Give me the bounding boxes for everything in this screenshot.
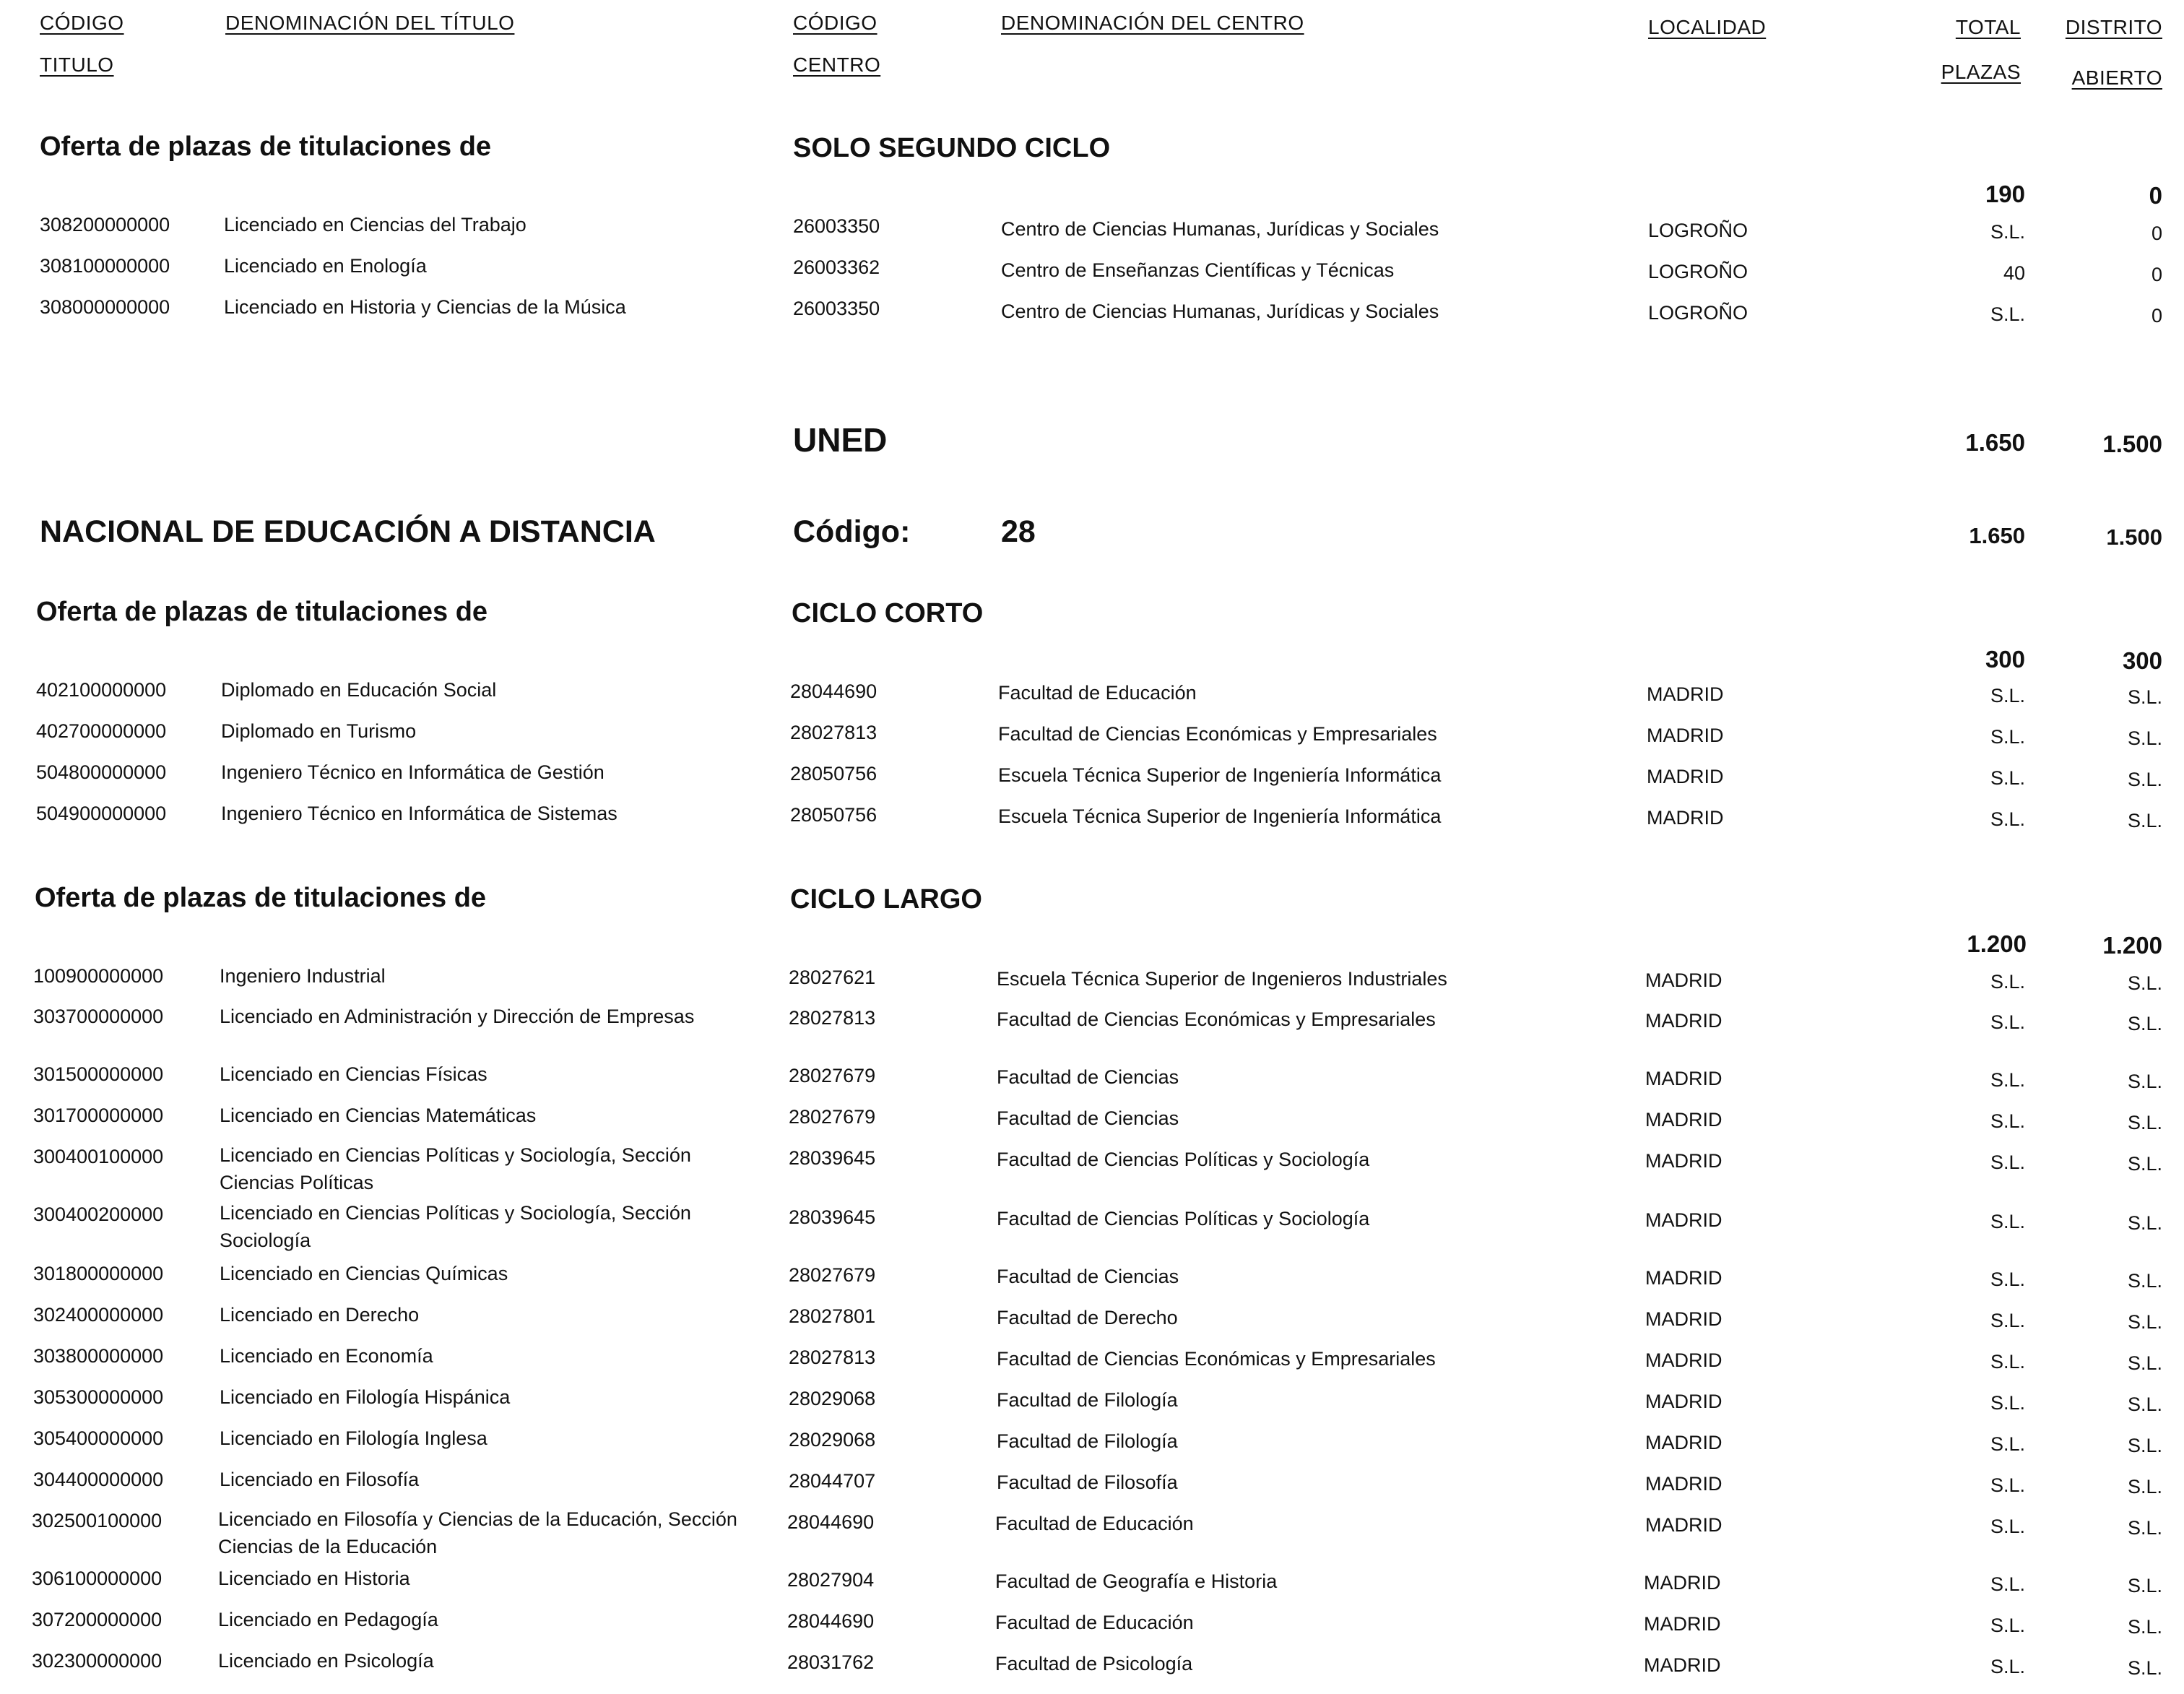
- row-total: S.L.: [1990, 1211, 2025, 1232]
- row-distrito: 0: [2151, 305, 2162, 327]
- row-locality: MADRID: [1645, 969, 1722, 991]
- section-distrito: 0: [2149, 182, 2162, 209]
- row-center: Facultad de Filología: [997, 1430, 1178, 1452]
- row-title: Licenciado en Filosofía y Ciencias de la Educación, Sección Ciencias de la Educación: [218, 1508, 737, 1557]
- row-center-code: 28039645: [789, 1206, 876, 1228]
- row-title: Licenciado en Administración y Dirección de Empresas: [220, 1006, 695, 1027]
- university-code: 28: [1001, 514, 1036, 549]
- row-code: 301500000000: [33, 1063, 164, 1085]
- row-total: 40: [2003, 262, 2025, 284]
- row-total: S.L.: [1990, 1069, 2025, 1091]
- row-title: Licenciado en Derecho: [220, 1304, 420, 1326]
- row-center: Facultad de Ciencias Económicas y Empresariales: [998, 723, 1437, 745]
- row-distrito: S.L.: [2127, 1311, 2162, 1333]
- section-cycle-title: CICLO LARGO: [790, 884, 982, 915]
- row-center-code: 28027679: [789, 1065, 876, 1086]
- row-code: 305400000000: [33, 1427, 164, 1449]
- row-center-code: 28027813: [789, 1347, 876, 1368]
- row-code: 307200000000: [32, 1609, 162, 1630]
- row-total: S.L.: [1990, 1656, 2025, 1677]
- university-full-name: NACIONAL DE EDUCACIÓN A DISTANCIA: [40, 514, 656, 549]
- row-total: S.L.: [1990, 685, 2025, 706]
- row-center: Facultad de Filología: [997, 1389, 1178, 1411]
- header-denominacion-centro: DENOMINACIÓN DEL CENTRO: [1001, 12, 1304, 34]
- row-total: S.L.: [1990, 1433, 2025, 1455]
- row-center-code: 26003362: [793, 256, 880, 278]
- row-locality: MADRID: [1645, 1308, 1722, 1330]
- row-title: Licenciado en Psicología: [218, 1650, 434, 1672]
- row-locality: MADRID: [1647, 807, 1724, 829]
- row-title: Licenciado en Enología: [224, 255, 427, 277]
- row-code: 301800000000: [33, 1263, 164, 1284]
- row-title: Licenciado en Economía: [220, 1345, 433, 1367]
- row-total: S.L.: [1990, 1310, 2025, 1331]
- row-code: 402700000000: [36, 720, 167, 742]
- row-title: Licenciado en Ciencias Políticas y Sociología, Sección Sociología: [220, 1202, 691, 1251]
- section-cycle-title: SOLO SEGUNDO CICLO: [793, 133, 1111, 163]
- row-code: 302300000000: [32, 1650, 162, 1672]
- header-distrito-1: DISTRITO: [2065, 16, 2162, 38]
- university-distrito: 1.500: [2102, 431, 2162, 457]
- row-center-code: 28027621: [789, 967, 876, 988]
- row-center: Facultad de Ciencias: [997, 1266, 1179, 1287]
- row-distrito: S.L.: [2127, 1212, 2162, 1234]
- row-center: Facultad de Psicología: [995, 1653, 1193, 1674]
- row-center: Facultad de Ciencias Políticas y Sociología: [997, 1208, 1370, 1230]
- row-distrito: S.L.: [2127, 1616, 2162, 1638]
- row-code: 300400200000: [33, 1203, 164, 1225]
- row-center-code: 28039645: [789, 1147, 876, 1169]
- row-center-code: 28031762: [787, 1651, 875, 1673]
- row-locality: MADRID: [1645, 1010, 1722, 1032]
- row-total: S.L.: [1990, 1516, 2025, 1537]
- row-code: 504800000000: [36, 761, 167, 783]
- row-code: 305300000000: [33, 1386, 164, 1408]
- row-center: Facultad de Derecho: [997, 1307, 1178, 1328]
- university-name: UNED: [793, 421, 888, 459]
- row-center: Facultad de Ciencias: [997, 1107, 1179, 1129]
- row-total: S.L.: [1990, 726, 2025, 748]
- row-center-code: 28027679: [789, 1264, 876, 1286]
- row-total: S.L.: [1990, 1110, 2025, 1132]
- row-center: Facultad de Ciencias Económicas y Empresariales: [997, 1008, 1436, 1030]
- row-total: S.L.: [1990, 303, 2025, 325]
- row-locality: MADRID: [1645, 1109, 1722, 1131]
- row-locality: MADRID: [1645, 1209, 1722, 1231]
- row-locality: MADRID: [1645, 1267, 1722, 1289]
- row-total: S.L.: [1990, 1392, 2025, 1414]
- row-total: S.L.: [1990, 808, 2025, 830]
- row-distrito: S.L.: [2127, 1153, 2162, 1175]
- row-locality: MADRID: [1645, 1514, 1722, 1536]
- row-distrito: S.L.: [2127, 1575, 2162, 1596]
- row-locality: MADRID: [1645, 1150, 1722, 1172]
- header-total-2: PLAZAS: [1941, 61, 2021, 83]
- header-total-1: TOTAL: [1955, 16, 2021, 38]
- row-title: Licenciado en Historia y Ciencias de la Música: [224, 296, 626, 318]
- row-title: Ingeniero Técnico en Informática de Sistemas: [221, 803, 618, 824]
- section-cycle-title: CICLO CORTO: [792, 598, 984, 628]
- row-title: Licenciado en Ciencias Políticas y Sociología, Sección Ciencias Políticas: [220, 1144, 691, 1193]
- row-distrito: S.L.: [2127, 1112, 2162, 1133]
- row-title: Licenciado en Pedagogía: [218, 1609, 438, 1630]
- row-title: Licenciado en Ciencias Físicas: [220, 1063, 488, 1085]
- row-center-code: 26003350: [793, 298, 880, 319]
- row-distrito: S.L.: [2127, 1352, 2162, 1374]
- row-title: Diplomado en Turismo: [221, 720, 417, 742]
- section-total: 190: [1985, 181, 2025, 207]
- row-total: S.L.: [1990, 1269, 2025, 1290]
- row-center-code: 28027679: [789, 1106, 876, 1128]
- row-total: S.L.: [1990, 767, 2025, 789]
- row-center-code: 28050756: [790, 763, 878, 785]
- row-center-code: 28044690: [790, 680, 878, 702]
- row-distrito: S.L.: [2127, 1013, 2162, 1034]
- row-center-code: 28027813: [790, 722, 878, 743]
- row-center: Centro de Ciencias Humanas, Jurídicas y Sociales: [1001, 218, 1439, 240]
- row-total: S.L.: [1990, 1011, 2025, 1033]
- row-center-code: 28044690: [787, 1511, 875, 1533]
- header-denominacion-titulo: DENOMINACIÓN DEL TÍTULO: [225, 12, 515, 34]
- row-locality: MADRID: [1647, 683, 1724, 705]
- row-center: Facultad de Ciencias Políticas y Sociología: [997, 1149, 1370, 1170]
- row-center: Facultad de Filosofía: [997, 1472, 1178, 1493]
- row-locality: LOGROÑO: [1648, 220, 1748, 241]
- row-total: S.L.: [1990, 1573, 2025, 1595]
- section-total: 1.200: [1967, 930, 2027, 957]
- row-locality: MADRID: [1645, 1473, 1722, 1495]
- row-center: Facultad de Educación: [995, 1612, 1194, 1633]
- row-locality: MADRID: [1644, 1572, 1721, 1594]
- row-total: S.L.: [1990, 1615, 2025, 1636]
- row-locality: MADRID: [1645, 1349, 1722, 1371]
- row-center-code: 28044690: [787, 1610, 875, 1632]
- row-title: Ingeniero Técnico en Informática de Gestión: [221, 761, 604, 783]
- row-distrito: S.L.: [2127, 1435, 2162, 1456]
- university-code-label: Código:: [793, 514, 911, 549]
- row-center-code: 28050756: [790, 804, 878, 826]
- row-center: Centro de Ciencias Humanas, Jurídicas y Sociales: [1001, 301, 1439, 322]
- row-locality: MADRID: [1645, 1391, 1722, 1412]
- row-title: Licenciado en Filología Hispánica: [220, 1386, 511, 1408]
- row-code: 504900000000: [36, 803, 167, 824]
- row-distrito: S.L.: [2127, 686, 2162, 708]
- row-code: 306100000000: [32, 1568, 162, 1589]
- header-codigo-titulo-1: CÓDIGO: [40, 12, 124, 34]
- row-title: Licenciado en Historia: [218, 1568, 410, 1589]
- row-distrito: S.L.: [2127, 1270, 2162, 1292]
- row-distrito: S.L.: [2127, 1657, 2162, 1679]
- row-center: Escuela Técnica Superior de Ingeniería Informática: [998, 764, 1442, 786]
- row-total: S.L.: [1990, 971, 2025, 993]
- row-title: Licenciado en Ciencias Químicas: [220, 1263, 508, 1284]
- row-locality: MADRID: [1645, 1068, 1722, 1089]
- row-title: Licenciado en Filosofía: [220, 1469, 420, 1490]
- row-code: 402100000000: [36, 679, 167, 701]
- row-center: Escuela Técnica Superior de Ingenieros Industriales: [997, 968, 1447, 990]
- university-total: 1.650: [1965, 429, 2025, 456]
- row-center: Facultad de Educación: [998, 682, 1197, 704]
- row-distrito: 0: [2151, 222, 2162, 244]
- row-locality: LOGROÑO: [1648, 302, 1748, 324]
- row-title: Licenciado en Ciencias Matemáticas: [220, 1105, 537, 1126]
- row-title: Licenciado en Filología Inglesa: [220, 1427, 488, 1449]
- row-code: 304400000000: [33, 1469, 164, 1490]
- row-distrito: S.L.: [2127, 1476, 2162, 1498]
- row-center-code: 26003350: [793, 215, 880, 237]
- university-total-2: 1.650: [1969, 523, 2025, 548]
- row-center: Escuela Técnica Superior de Ingeniería Informática: [998, 805, 1442, 827]
- row-title: Ingeniero Industrial: [220, 965, 386, 987]
- row-title: Licenciado en Ciencias del Trabajo: [224, 214, 526, 235]
- row-code: 302500100000: [32, 1510, 162, 1531]
- row-locality: LOGROÑO: [1648, 261, 1748, 282]
- row-title: Diplomado en Educación Social: [221, 679, 497, 701]
- row-code: 302400000000: [33, 1304, 164, 1326]
- header-codigo-centro-2: CENTRO: [793, 53, 881, 76]
- section-distrito: 300: [2122, 647, 2162, 674]
- row-locality: MADRID: [1645, 1432, 1722, 1453]
- row-code: 308000000000: [40, 296, 170, 318]
- row-distrito: S.L.: [2127, 1517, 2162, 1539]
- section-offer-label: Oferta de plazas de titulaciones de: [40, 131, 492, 162]
- row-code: 308100000000: [40, 255, 170, 277]
- row-distrito: S.L.: [2127, 810, 2162, 831]
- section-distrito: 1.200: [2102, 932, 2162, 959]
- row-code: 301700000000: [33, 1105, 164, 1126]
- header-codigo-centro-1: CÓDIGO: [793, 12, 878, 34]
- row-locality: MADRID: [1647, 766, 1724, 787]
- header-localidad: LOCALIDAD: [1648, 16, 1767, 38]
- row-total: S.L.: [1990, 1474, 2025, 1496]
- row-distrito: S.L.: [2127, 1393, 2162, 1415]
- row-center-code: 28027813: [789, 1007, 876, 1029]
- section-offer-label: Oferta de plazas de titulaciones de: [36, 597, 488, 627]
- header-codigo-titulo-2: TITULO: [40, 53, 114, 76]
- row-code: 303700000000: [33, 1006, 164, 1027]
- header-distrito-2: ABIERTO: [2071, 66, 2162, 89]
- row-distrito: 0: [2151, 264, 2162, 285]
- row-locality: MADRID: [1644, 1613, 1721, 1635]
- row-code: 100900000000: [33, 965, 164, 987]
- row-code: 308200000000: [40, 214, 170, 235]
- row-code: 303800000000: [33, 1345, 164, 1367]
- section-total: 300: [1985, 646, 2025, 673]
- row-code: 300400100000: [33, 1146, 164, 1167]
- row-center: Facultad de Ciencias: [997, 1066, 1179, 1088]
- university-distrito-2: 1.500: [2106, 524, 2162, 550]
- row-center-code: 28044707: [789, 1470, 876, 1492]
- row-total: S.L.: [1990, 221, 2025, 243]
- row-center: Centro de Enseñanzas Científicas y Técnicas: [1001, 259, 1395, 281]
- row-center: Facultad de Ciencias Económicas y Empresariales: [997, 1348, 1436, 1370]
- row-center-code: 28027904: [787, 1569, 875, 1591]
- row-distrito: S.L.: [2127, 727, 2162, 749]
- row-center: Facultad de Educación: [995, 1513, 1194, 1534]
- section-offer-label: Oferta de plazas de titulaciones de: [35, 883, 487, 913]
- row-locality: MADRID: [1644, 1654, 1721, 1676]
- row-distrito: S.L.: [2127, 972, 2162, 994]
- row-center-code: 28027801: [789, 1305, 876, 1327]
- row-center: Facultad de Geografía e Historia: [995, 1570, 1278, 1592]
- row-distrito: S.L.: [2127, 1071, 2162, 1092]
- row-total: S.L.: [1990, 1151, 2025, 1173]
- row-center-code: 28029068: [789, 1388, 876, 1409]
- row-total: S.L.: [1990, 1351, 2025, 1373]
- row-locality: MADRID: [1647, 725, 1724, 746]
- row-center-code: 28029068: [789, 1429, 876, 1451]
- row-distrito: S.L.: [2127, 769, 2162, 790]
